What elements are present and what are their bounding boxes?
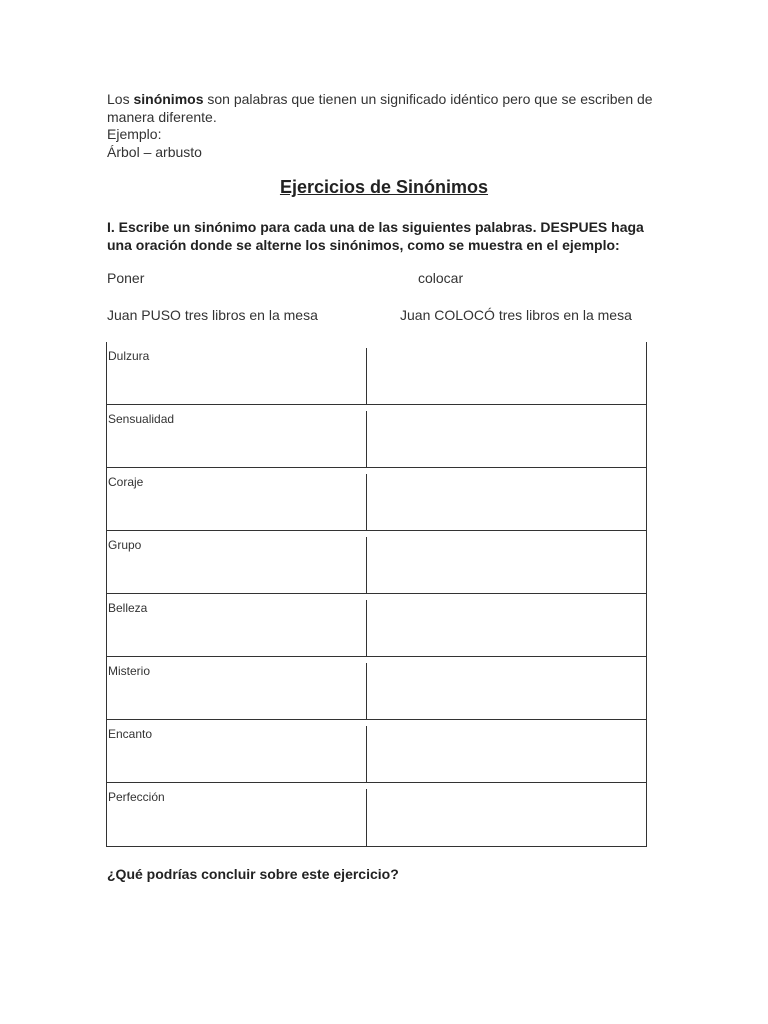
column-divider xyxy=(366,411,367,467)
table-word: Dulzura xyxy=(108,349,150,363)
column-divider xyxy=(366,726,367,782)
column-divider xyxy=(366,348,367,404)
table-word: Encanto xyxy=(108,727,153,741)
column-divider xyxy=(366,474,367,530)
table-row xyxy=(107,468,646,531)
instructions: I. Escribe un sinónimo para cada una de las siguientes palabras. DESPUES haga una oración donde se alterne los sinónimos, como se muestra en el ejemplo: xyxy=(107,219,644,253)
table-row xyxy=(107,594,646,657)
intro-bold-word: sinónimos xyxy=(133,91,204,107)
table-word: Misterio xyxy=(108,664,151,678)
table-row xyxy=(107,531,646,594)
table-word: Perfección xyxy=(108,790,165,804)
intro-definition: son palabras que tienen un significado idéntico pero que se escriben de manera diferente. xyxy=(107,91,653,125)
closing-question: ¿Qué podrías concluir sobre este ejercicio? xyxy=(107,866,399,882)
intro-paragraph xyxy=(107,91,667,161)
example-synonym: colocar xyxy=(418,270,464,286)
column-divider xyxy=(366,600,367,656)
intro-prefix: Los xyxy=(107,91,134,107)
table-word: Coraje xyxy=(108,475,144,489)
table-word: Grupo xyxy=(108,538,142,552)
example-sentence-1: Juan PUSO tres libros en la mesa xyxy=(107,307,318,323)
example-word: Poner xyxy=(107,270,145,286)
synonym-table xyxy=(106,342,647,847)
table-row xyxy=(107,783,646,847)
table-row xyxy=(107,405,646,468)
table-word: Belleza xyxy=(108,601,148,615)
table-row xyxy=(107,720,646,783)
page-title: Ejercicios de Sinónimos xyxy=(279,177,489,197)
column-divider xyxy=(366,537,367,593)
intro-example-label: Ejemplo: xyxy=(107,126,162,142)
table-word: Sensualidad xyxy=(108,412,175,426)
column-divider xyxy=(366,663,367,719)
example-sentence-2: Juan COLOCÓ tres libros en la mesa xyxy=(400,307,632,323)
table-row xyxy=(107,342,646,405)
column-divider xyxy=(366,789,367,847)
intro-example-pair: Árbol – arbusto xyxy=(107,143,202,160)
table-row xyxy=(107,657,646,720)
